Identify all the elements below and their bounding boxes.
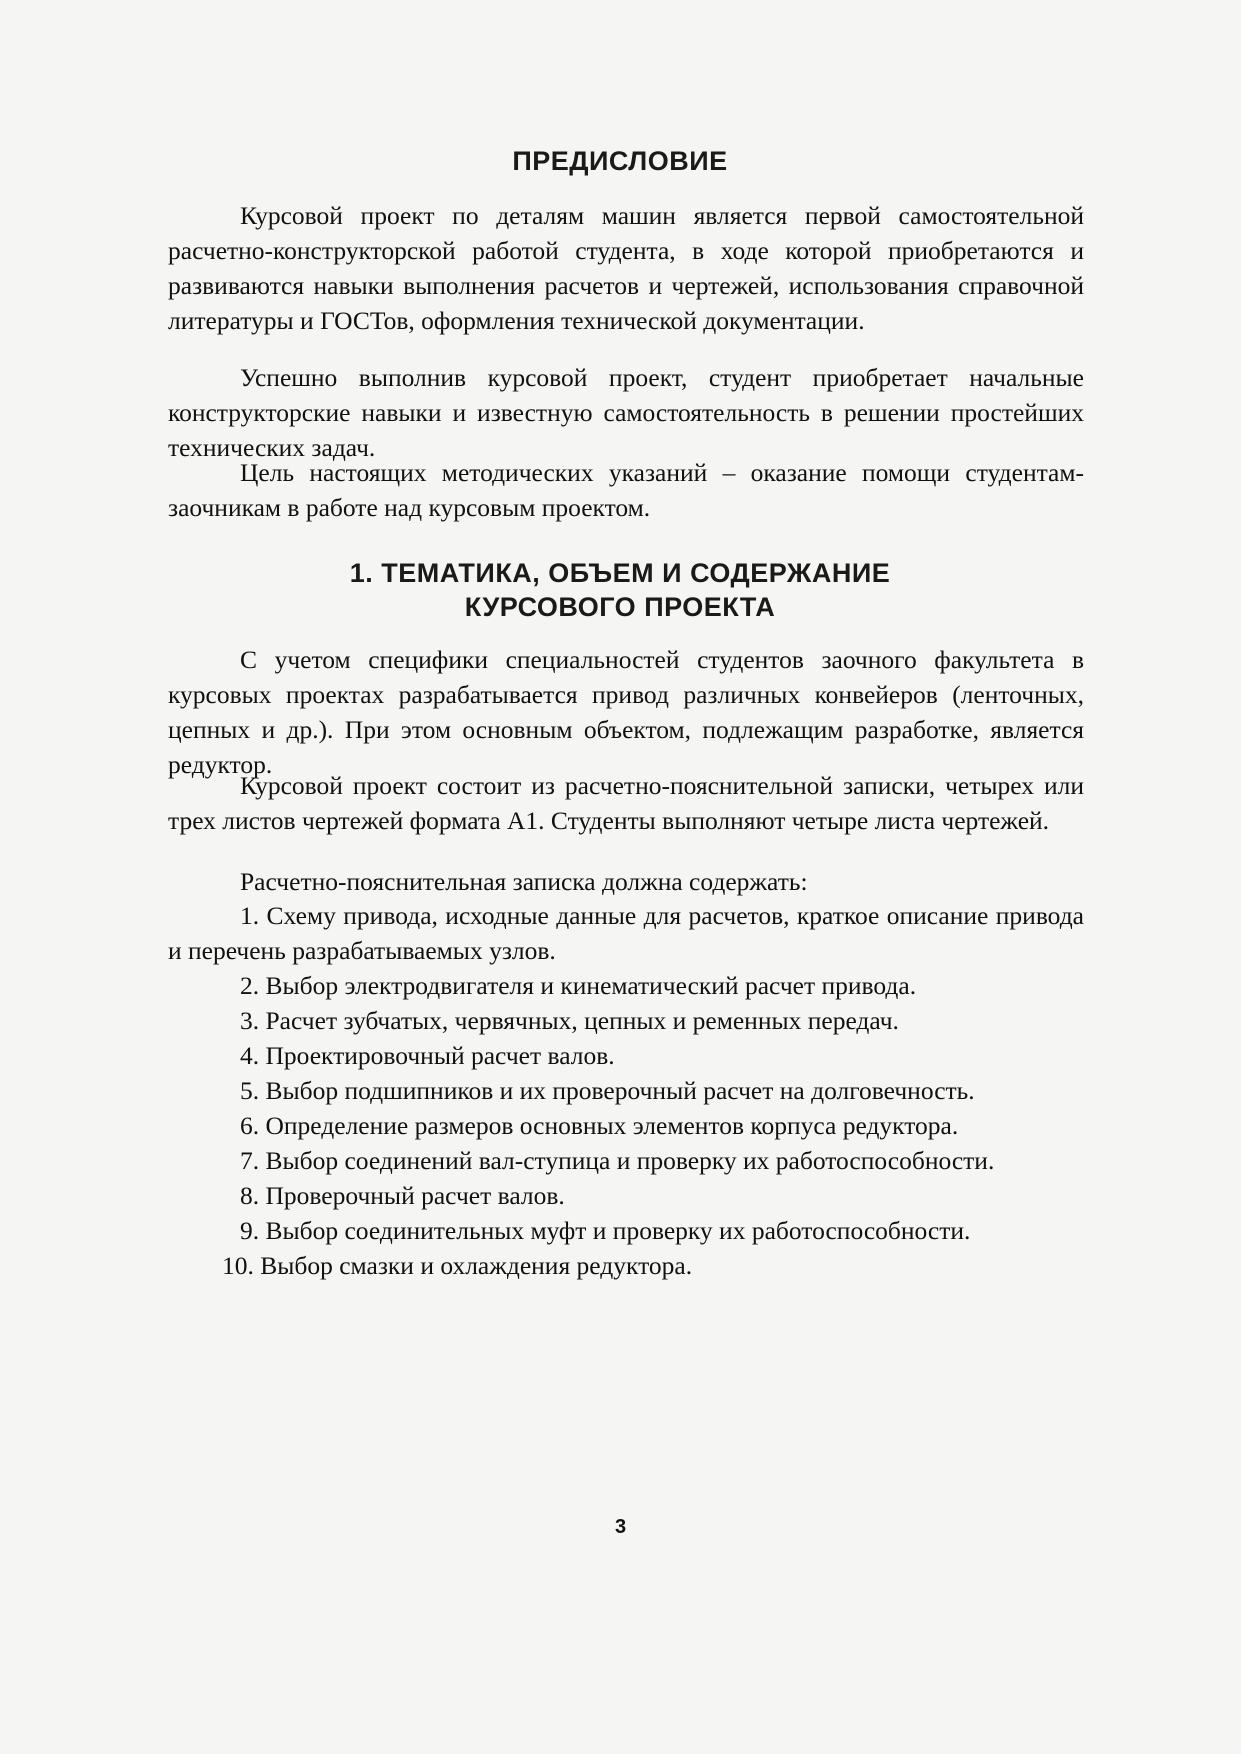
list-item: 6. Определение размеров основных элементов корпуса редуктора. [240,1111,959,1140]
list-item: 3. Расчет зубчатых, червячных, цепных и ременных передач. [240,1006,899,1035]
section-1-paragraph-3: Расчетно-пояснительная записка должна содержать: [240,867,808,896]
contents-list [168,898,1084,1283]
section-1-title-line-1: 1. ТЕМАТИКА, ОБЪЕМ И СОДЕРЖАНИЕ [349,558,891,588]
list-item: 1. Схему привода, исходные данные для расчетов, краткое описание привода и перечень разрабатываемых узлов. [168,901,1084,965]
page-number: 3 [614,1516,627,1538]
section-1-paragraph-1: С учетом специфики специальностей студентов заочного факультета в курсовых проектах разрабатывается привод различных конвейеров (ленточных, цепных и др.). При этом основным объектом, подлежащим разработке, является редуктор. [168,645,1084,779]
list-item: 5. Выбор подшипников и их проверочный расчет на долговечность. [240,1076,975,1105]
list-item: 9. Выбор соединительных муфт и проверку их работоспособности. [240,1216,971,1245]
list-item: 10. Выбор смазки и охлаждения редуктора. [222,1251,693,1280]
list-item: 2. Выбор электродвигателя и кинематический расчет привода. [240,971,917,1000]
section-1-title-line-2: КУРСОВОГО ПРОЕКТА [464,592,776,622]
section-1-paragraph-2: Курсовой проект состоит из расчетно-пояснительной записки, четырех или трех листов чертежей формата А1. Студенты выполняют четыре листа чертежей. [168,771,1084,835]
list-item: 4. Проектировочный расчет валов. [240,1041,615,1070]
preface-paragraph-3: Цель настоящих методических указаний – оказание помощи студентам-заочникам в работе над курсовым проектом. [168,458,1084,522]
preface-title: ПРЕДИСЛОВИЕ [512,146,728,176]
preface-paragraph-1: Курсовой проект по деталям машин является первой самостоятельной расчетно-конструкторской работой студента, в ходе которой приобретаются и развиваются навыки выполнения расчетов и чертежей, использования справочной литературы и ГОСТов, оформления технической документации. [168,201,1084,335]
preface-paragraph-2: Успешно выполнив курсовой проект, студент приобретает начальные конструкторские навыки и известную самостоятельность в решении простейших технических задач. [168,363,1084,462]
list-item: 8. Проверочный расчет валов. [240,1181,565,1210]
list-item: 7. Выбор соединений вал-ступица и проверку их работоспособности. [240,1146,995,1175]
